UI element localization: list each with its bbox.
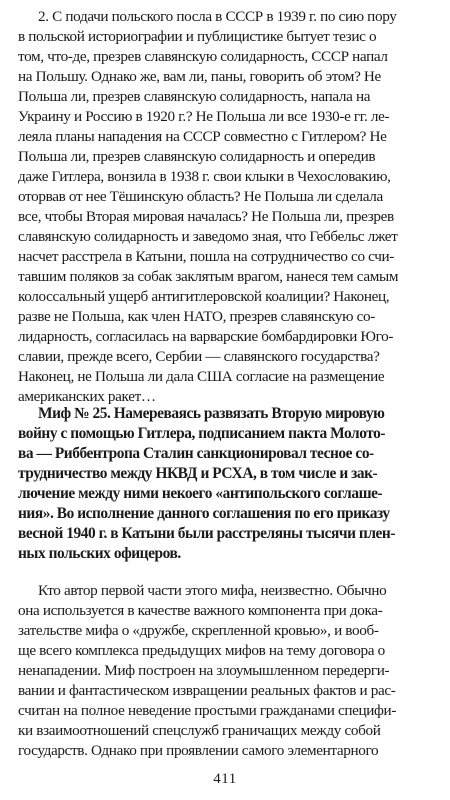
text-line: насчет расстрела в Катыни, пошла на сотрудничество со счи- — [18, 248, 394, 265]
page-number: 411 — [213, 771, 237, 787]
myth-25-heading — [18, 404, 430, 564]
heading-line: ных польских офицеров. — [18, 545, 181, 562]
text-line: Кто автор первой части этого мифа, неизвестно. Обычно — [38, 582, 387, 599]
text-line: тавшим поляков за собак заклятым врагом, нанеся тем самым — [18, 268, 399, 285]
text-line: в польской историографии и публицистике бытует тезис о — [18, 28, 377, 45]
text-line: на Польшу. Однако же, вам ли, паны, говорить об этом? Не — [18, 68, 381, 85]
text-line: Наконец, не Польша ли дала США согласие на размещение — [18, 368, 385, 385]
text-line: ненападении. Миф построен на злоумышленном передерги- — [18, 662, 390, 679]
paragraph-point-2 — [18, 7, 430, 407]
text-line: разве не Польша, как член НАТО, презрев славянскую со- — [18, 308, 375, 325]
text-line: Польша ли, презрев славянскую солидарность, напала на — [18, 88, 371, 105]
heading-line: ва — Риббентропа Сталин санкционировал тесное со- — [18, 445, 374, 462]
text-line: государств. Однако при проявлении самого элементарного — [18, 742, 379, 759]
text-line: том, что-де, презрев славянскую солидарность, СССР напал — [18, 48, 388, 65]
heading-line: трудничество между НКВД и РСХА, в том числе и зак- — [18, 465, 378, 482]
text-line: даже Гитлера, вонзила в 1938 г. свои клыки в Чехословакию, — [18, 168, 391, 185]
heading-line: весной 1940 г. в Катыни были расстреляны тысячи плен- — [18, 525, 396, 542]
text-line: она используется в качестве важного компонента при дока- — [18, 602, 383, 619]
text-line: американских ракет… — [18, 388, 156, 405]
text-line: вании и фантастическом извращении реальных фактов и рас- — [18, 682, 396, 699]
heading-line: войну с помощью Гитлера, подписанием пакта Молото- — [18, 425, 386, 442]
text-line: колоссальный ущерб антигитлеровской коалиции? Наконец, — [18, 288, 390, 305]
heading-line: ния». Во исполнение данного соглашения по его приказу — [18, 505, 390, 522]
heading-line: Миф № 25. Намереваясь развязать Вторую мировую — [38, 405, 385, 422]
text-line: ки взаимоотношений спецслужб граничащих между собой — [18, 722, 381, 739]
heading-line: лючение между ними некоего «антипольского соглаше- — [18, 485, 383, 502]
text-line: ще всего комплекса предыдущих мифов на тему договора о — [18, 642, 385, 659]
text-line: оторвав от нее Тёшинскую область? Не Польша ли сделала — [18, 188, 383, 205]
text-line: считан на полное неведение простыми гражданами специфи- — [18, 702, 397, 719]
text-line: 2. С подачи польского посла в СССР в 1939 г. по сию пору — [38, 8, 397, 25]
text-line: славянскую солидарность и заведомо зная, что Геббельс лжет — [18, 228, 398, 245]
text-line: славии, прежде всего, Сербии — славянского государства? — [18, 348, 380, 365]
text-line: леяла планы нападения на СССР совместно с Гитлером? Не — [18, 128, 387, 145]
text-line: зательстве мифа о «дружбе, скрепленной кровью», и вооб- — [18, 622, 379, 639]
text-line: все, чтобы Вторая мировая началась? Не Польша ли, презрев — [18, 208, 394, 225]
text-line: Украину и Россию в 1920 г.? Не Польша ли все 1930-е гг. ле- — [18, 108, 390, 125]
paragraph-myth-analysis — [18, 581, 430, 761]
text-line: лидарность, согласилась на варварские бомбардировки Юго- — [18, 328, 394, 345]
text-line: Польша ли, презрев славянскую солидарность и опередив — [18, 148, 376, 165]
